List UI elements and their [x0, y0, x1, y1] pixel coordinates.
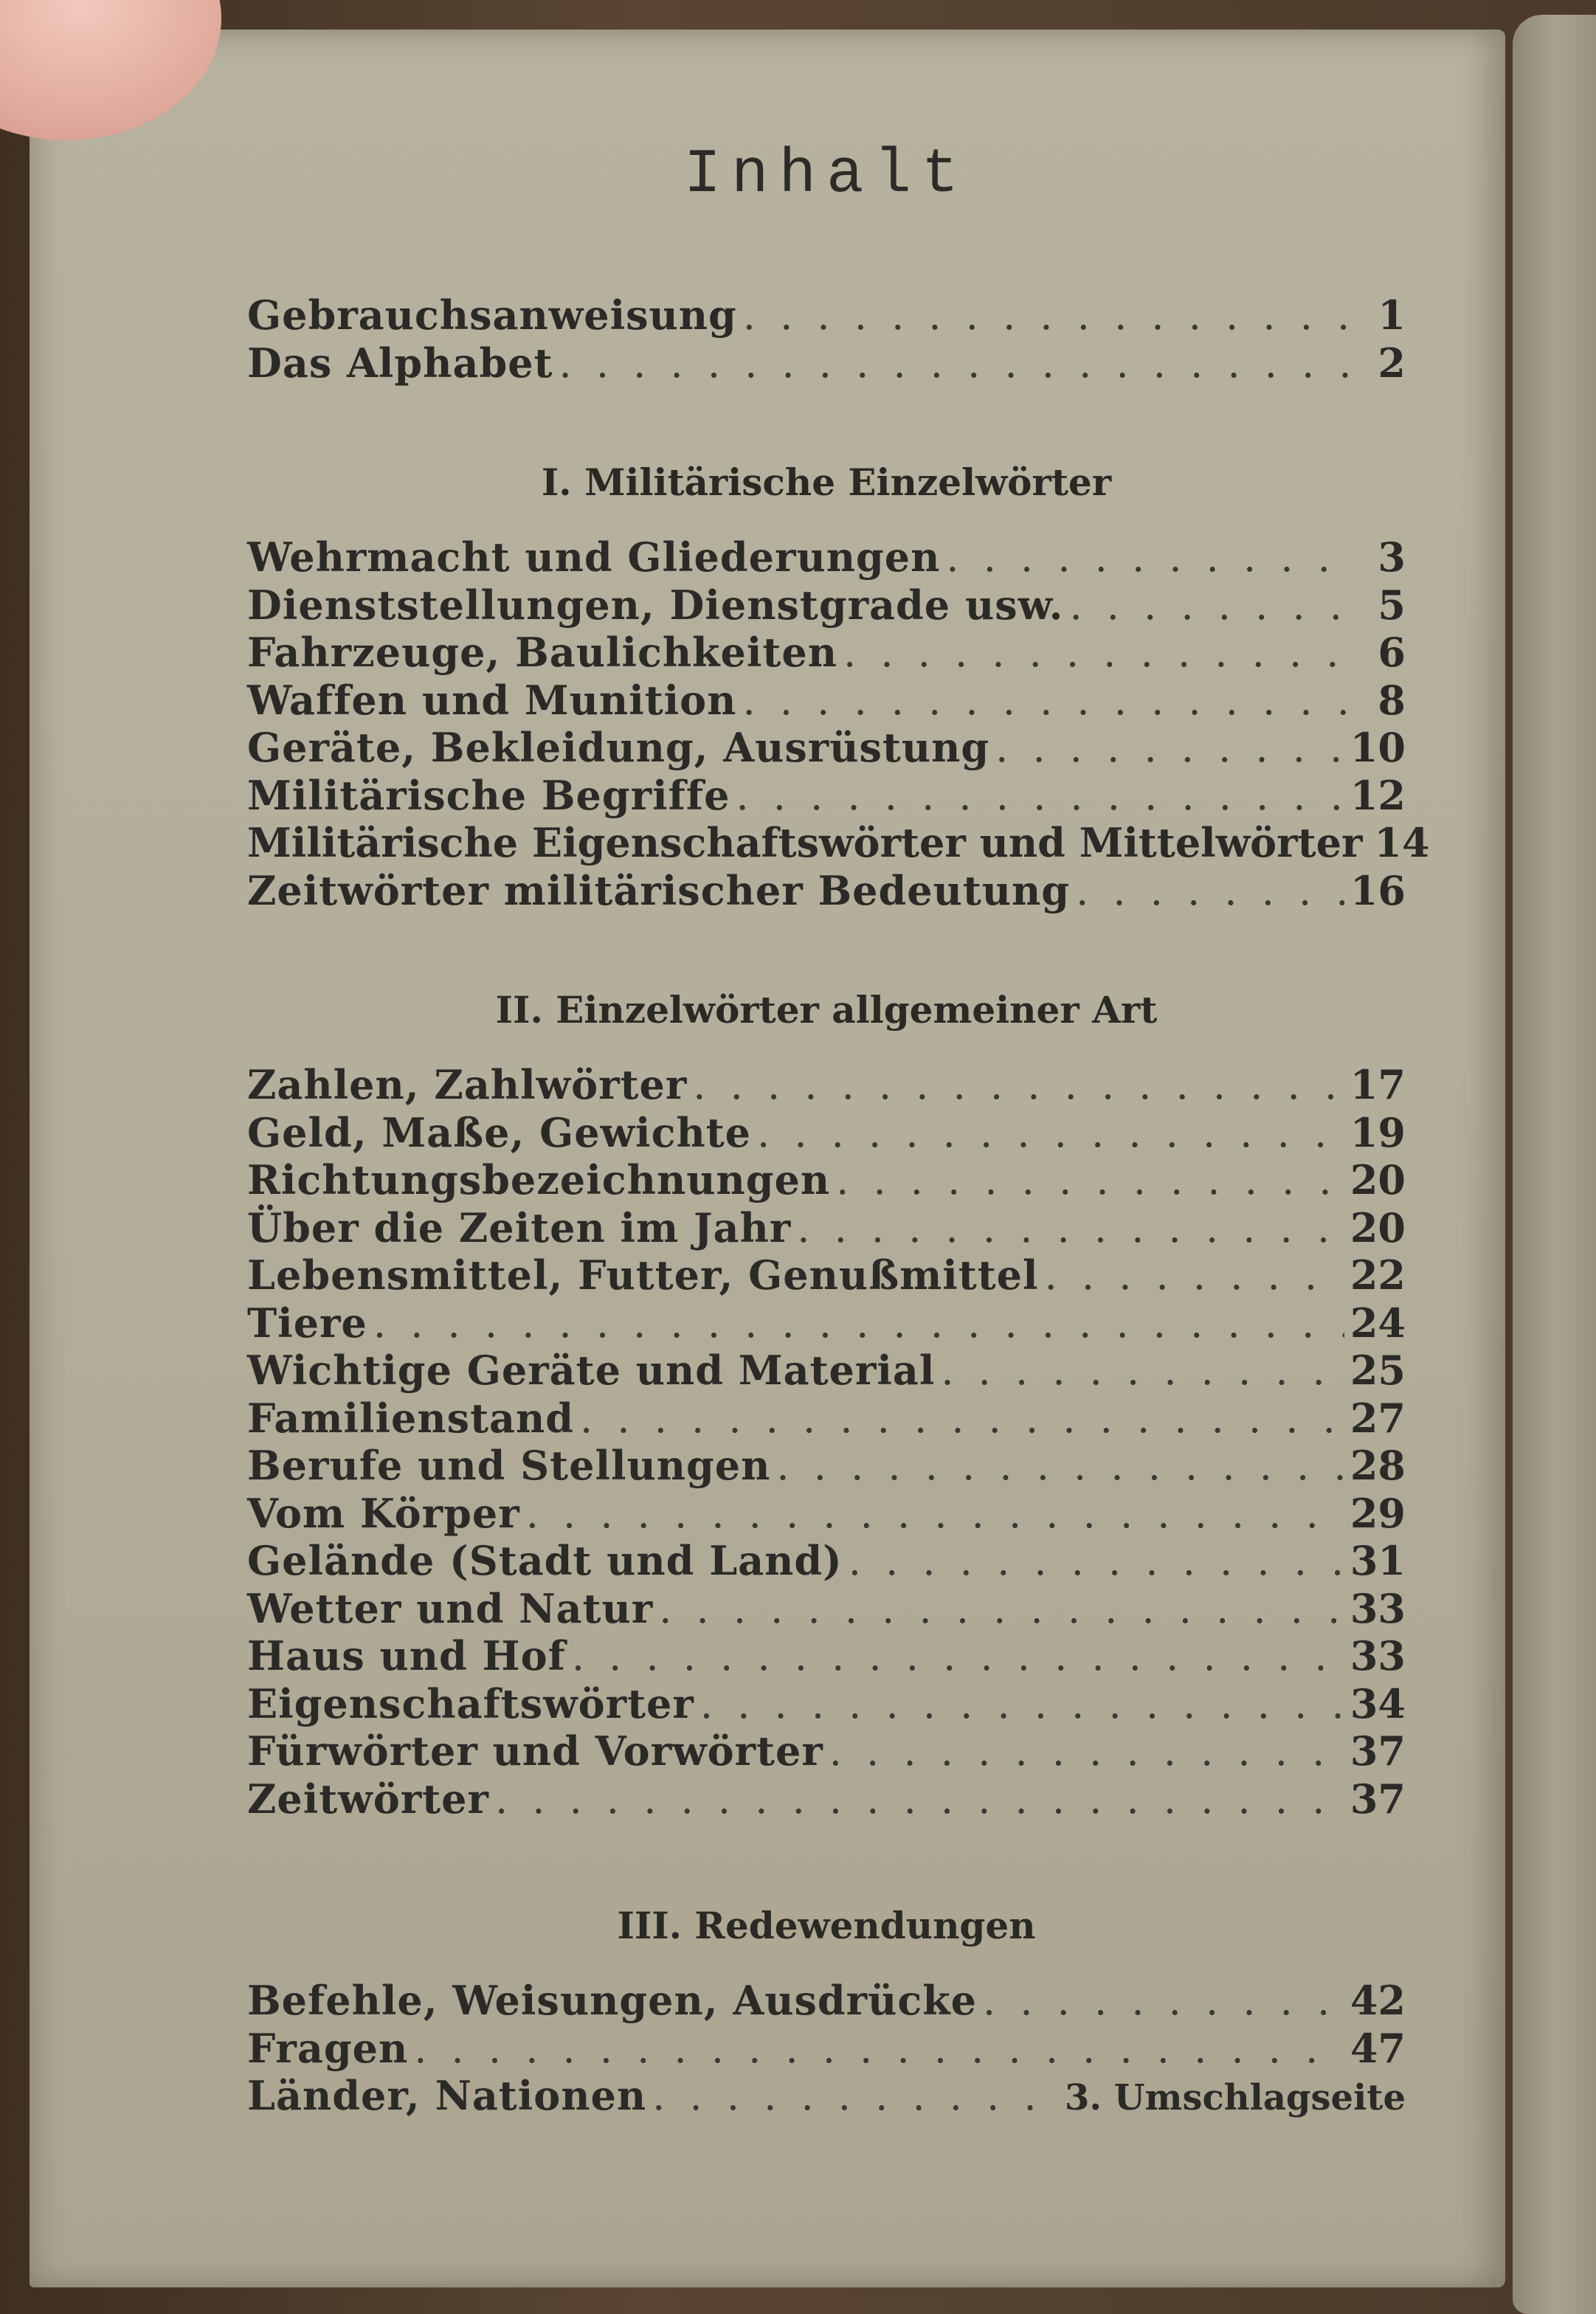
toc-entry-page: 17 — [1350, 1061, 1406, 1108]
toc-entry-page: 12 — [1350, 771, 1406, 819]
toc-entry-page: 37 — [1350, 1727, 1406, 1775]
toc-entry-page: 2 — [1378, 339, 1406, 387]
toc-entry — [247, 819, 1430, 867]
toc-entry-label: Richtungsbezeichnungen — [247, 1156, 831, 1203]
section-entries — [247, 1977, 1406, 2120]
toc-entry — [247, 1442, 1406, 1490]
toc-entry-label: Gebrauchsanweisung — [247, 291, 737, 339]
toc-entry-page: 3. Umschlagseite — [1064, 2077, 1406, 2118]
leader-dots — [829, 1728, 1344, 1776]
leader-dots — [1069, 582, 1355, 630]
toc-entry — [247, 1775, 1406, 1823]
toc-entry — [247, 724, 1406, 772]
toc-entry — [247, 1299, 1406, 1347]
leader-dots — [736, 773, 1344, 821]
toc-entry-label: Das Alphabet — [247, 339, 553, 387]
toc-entry-page: 42 — [1350, 1977, 1406, 2024]
toc-entry-page: 25 — [1350, 1347, 1406, 1394]
toc-entry-page: 1 — [1378, 291, 1406, 339]
leader-dots — [1045, 1252, 1344, 1300]
toc-entry-label: Berufe und Stellungen — [247, 1442, 771, 1489]
toc-entry-label: Wetter und Natur — [247, 1584, 654, 1632]
leader-dots — [414, 2025, 1344, 2073]
toc-entry — [247, 677, 1406, 725]
leader-dots — [776, 1443, 1344, 1491]
toc-entry — [247, 1977, 1406, 2025]
table-of-contents — [247, 140, 1430, 2120]
toc-entry — [247, 291, 1406, 339]
toc-entry — [247, 1727, 1406, 1775]
toc-entry — [247, 2072, 1406, 2120]
toc-entry-page: 29 — [1350, 1489, 1406, 1537]
toc-entry-label: Befehle, Weisungen, Ausdrücke — [247, 1977, 978, 2024]
leader-dots — [757, 1110, 1344, 1158]
leader-dots — [495, 1776, 1344, 1824]
leader-dots — [941, 1347, 1344, 1395]
leader-dots — [580, 1395, 1344, 1443]
toc-entry — [247, 772, 1406, 820]
toc-entry-page: 19 — [1350, 1108, 1406, 1156]
toc-entry-label: Zeitwörter — [247, 1775, 489, 1823]
toc-entry-label: Haus und Hof — [247, 1632, 566, 1679]
toc-entry — [247, 1395, 1406, 1443]
toc-entry — [247, 581, 1406, 629]
leader-dots — [659, 1586, 1344, 1634]
leader-dots — [1076, 868, 1344, 916]
toc-entry — [247, 533, 1406, 581]
toc-entry-label: Lebensmittel, Futter, Genußmittel — [247, 1251, 1039, 1299]
toc-entry-label: Fahrzeuge, Baulichkeiten — [247, 629, 837, 676]
adjacent-page-edge — [1513, 15, 1596, 2314]
toc-entry-page: 33 — [1350, 1632, 1406, 1679]
toc-entry-page: 16 — [1350, 866, 1406, 914]
toc-entry-label: Geld, Maße, Gewichte — [247, 1108, 752, 1156]
toc-entry-label: Vom Körper — [247, 1489, 520, 1537]
leader-dots — [693, 1062, 1344, 1110]
toc-entry-page: 27 — [1350, 1394, 1406, 1442]
toc-entry — [247, 1061, 1406, 1109]
leader-dots — [836, 1157, 1344, 1205]
leader-dots — [526, 1491, 1344, 1538]
section-heading: I. Militärische Einzelwörter — [541, 460, 1112, 504]
toc-entry — [247, 339, 1406, 387]
toc-entry-label: Zeitwörter militärischer Bedeutung — [247, 866, 1071, 914]
toc-entry-label: Waffen und Munition — [247, 676, 737, 724]
toc-entry-page: 28 — [1350, 1442, 1406, 1489]
toc-entry — [247, 1680, 1406, 1728]
toc-entry-page: 8 — [1378, 676, 1406, 724]
toc-entry-label: Gelände (Stadt und Land) — [247, 1537, 843, 1584]
toc-entry-page: 31 — [1350, 1537, 1406, 1584]
toc-entry-label: Über die Zeiten im Jahr — [247, 1203, 792, 1251]
toc-entry-page: 3 — [1378, 533, 1406, 581]
leader-dots — [373, 1300, 1344, 1348]
toc-entry-page: 20 — [1350, 1203, 1406, 1251]
toc-entry-label: Eigenschaftswörter — [247, 1679, 694, 1727]
toc-entry — [247, 1204, 1406, 1252]
toc-entry-label: Länder, Nationen — [247, 2072, 647, 2119]
toc-entry — [247, 1537, 1406, 1585]
toc-entry-page: 10 — [1350, 724, 1406, 771]
toc-entry-label: Familienstand — [247, 1394, 575, 1442]
leader-dots — [849, 1538, 1344, 1586]
section-entries — [247, 533, 1430, 914]
toc-entry-label: Zahlen, Zahlwörter — [247, 1061, 688, 1108]
toc-entry-label: Wehrmacht und Gliederungen — [247, 533, 941, 581]
toc-entry — [247, 629, 1406, 677]
leader-dots — [559, 340, 1356, 388]
leader-dots — [700, 1681, 1344, 1729]
toc-entry-page: 22 — [1350, 1251, 1406, 1299]
section-heading: III. Redewendungen — [617, 1904, 1036, 1947]
toc-entry — [247, 1156, 1406, 1204]
toc-entry-label: Wichtige Geräte und Material — [247, 1347, 936, 1394]
toc-entry — [247, 1490, 1406, 1538]
section-entries — [247, 1061, 1406, 1823]
front-matter-list — [247, 291, 1406, 387]
toc-entry-label: Fragen — [247, 2024, 409, 2072]
toc-entry-page: 33 — [1350, 1584, 1406, 1632]
toc-entry-page: 6 — [1378, 629, 1406, 676]
toc-entry — [247, 867, 1406, 915]
toc-entry-page: 37 — [1350, 1775, 1406, 1823]
toc-entry — [247, 1585, 1406, 1633]
toc-entry-label: Militärische Eigenschaftswörter und Mittelwörter — [247, 819, 1363, 866]
toc-entry — [247, 1632, 1406, 1680]
toc-entry — [247, 1109, 1406, 1157]
leader-dots — [572, 1633, 1344, 1681]
toc-entry — [247, 2025, 1406, 2073]
leader-dots — [995, 725, 1344, 773]
toc-entry-page: 20 — [1350, 1156, 1406, 1203]
toc-entry-label: Militärische Begriffe — [247, 771, 730, 819]
leader-dots — [983, 1978, 1344, 2025]
toc-entry-page: 47 — [1350, 2024, 1406, 2072]
toc-entry — [247, 1251, 1406, 1299]
section-heading: II. Einzelwörter allgemeiner Art — [495, 988, 1158, 1032]
leader-dots — [843, 629, 1355, 677]
toc-entry-label: Dienststellungen, Dienstgrade usw. — [247, 581, 1064, 629]
toc-entry — [247, 1347, 1406, 1395]
leader-dots — [946, 534, 1355, 582]
toc-entry-label: Tiere — [247, 1299, 367, 1347]
toc-entry-label: Fürwörter und Vorwörter — [247, 1727, 823, 1775]
toc-entry-label: Geräte, Bekleidung, Ausrüstung — [247, 724, 990, 771]
leader-dots — [797, 1205, 1344, 1253]
leader-dots — [742, 677, 1355, 725]
toc-entry-page: 34 — [1350, 1679, 1406, 1727]
leader-dots — [743, 292, 1355, 340]
toc-entry-page: 14 — [1374, 819, 1430, 866]
page-title: Inhalt — [683, 140, 970, 210]
toc-entry-page: 5 — [1378, 581, 1406, 629]
toc-entry-page: 24 — [1350, 1299, 1406, 1347]
leader-dots — [652, 2073, 1059, 2121]
